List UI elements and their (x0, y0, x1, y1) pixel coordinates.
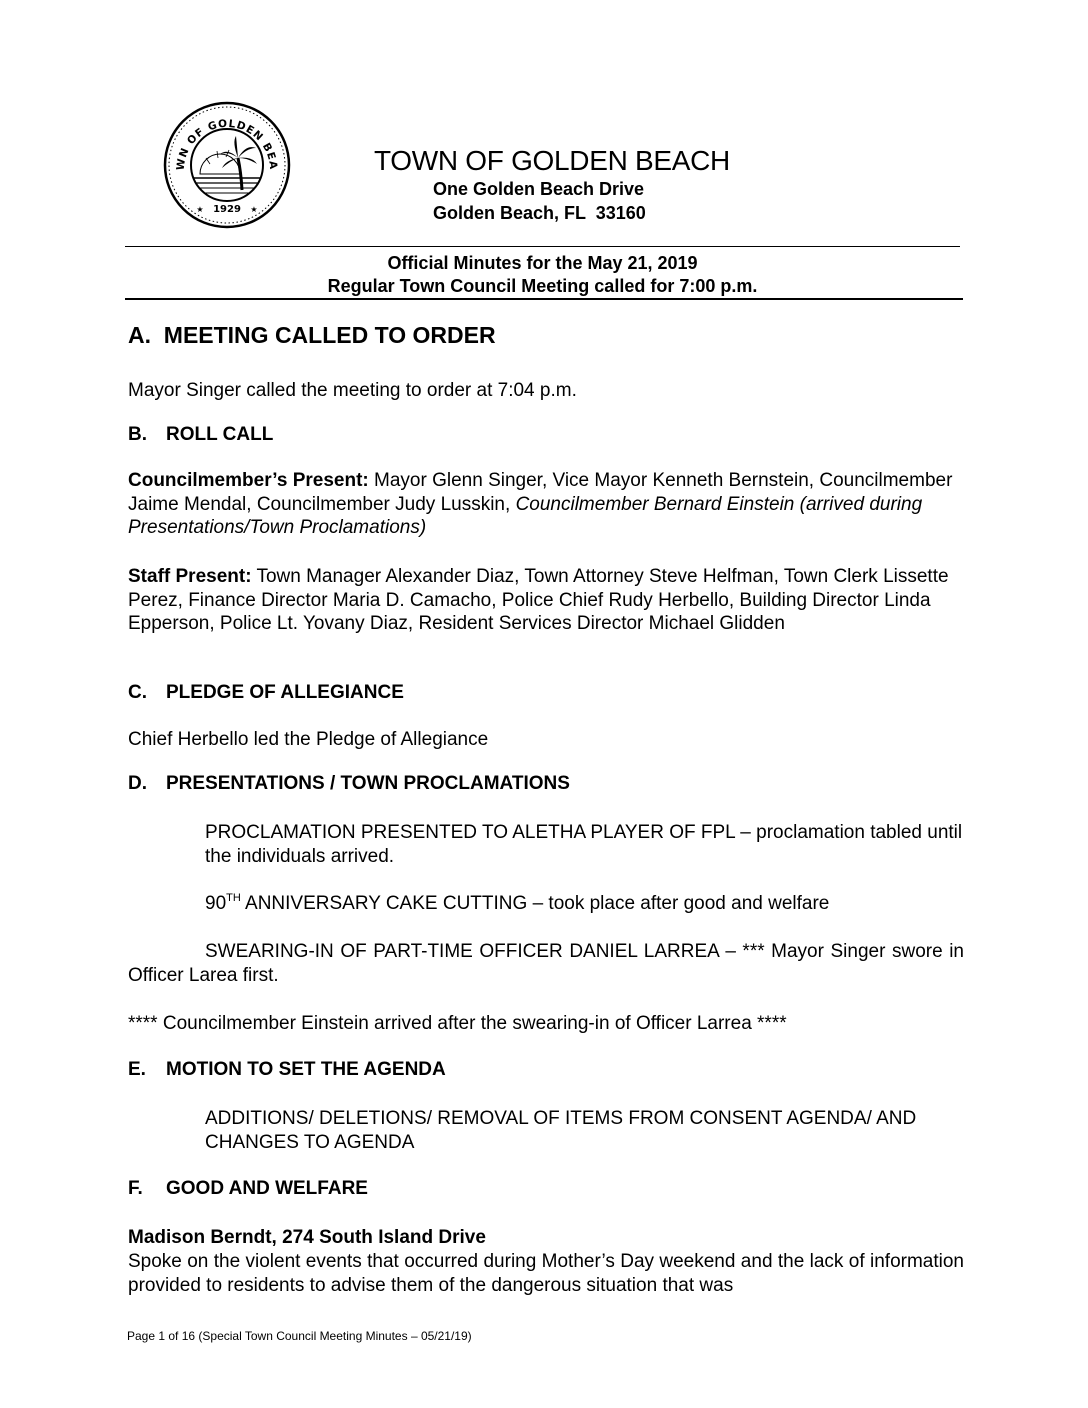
minutes-title: Official Minutes for the May 21, 2019 (387, 253, 698, 273)
proclamation-item: PROCLAMATION PRESENTED TO ALETHA PLAYER OF FPL – proclamation tabled until the individuals arrived. (205, 822, 963, 867)
council-present-note: Councilmember Bernard Einstein (arrived during Presentations/Town Proclamations) (128, 493, 923, 538)
seal-ring-text: WN OF GOLDEN BEA (174, 117, 280, 172)
section-f-heading (128, 1178, 368, 1200)
header-divider (125, 246, 960, 247)
speaker-name: Madison Berndt, 274 South Island Drive (128, 1227, 486, 1248)
section-b-letter: B. (128, 424, 147, 445)
section-c-heading (128, 682, 404, 704)
svg-text:★: ★ (196, 205, 204, 214)
section-b-title: ROLL CALL (166, 424, 274, 445)
einstein-arrival-note: **** Councilmember Einstein arrived after the swearing-in of Officer Larrea **** (128, 1013, 787, 1034)
section-f-letter: F. (128, 1178, 143, 1199)
anniversary-superscript: TH (226, 892, 241, 904)
section-a-heading: A. MEETING CALLED TO ORDER (128, 322, 496, 348)
speaker-comment: Spoke on the violent events that occurred during Mother’s Day weekend and the lack of information provided to residents to advise them of the dangerous situation that was (128, 1251, 964, 1296)
staff-present-label: Staff Present: (128, 566, 252, 587)
seal-year: 1929 (213, 204, 241, 215)
section-b-heading (128, 424, 273, 446)
address-line-1: One Golden Beach Drive (433, 179, 645, 199)
section-e-letter: E. (128, 1059, 146, 1080)
section-a-text: Mayor Singer called the meeting to order at 7:04 p.m. (128, 380, 577, 401)
council-present-text: Mayor Glenn Singer, Vice Mayor Kenneth Bernstein, Councilmember Jaime Mendal, Councilmember Judy Lusskin, (128, 470, 953, 515)
section-c-title: PLEDGE OF ALLEGIANCE (166, 682, 404, 703)
anniversary-text: ANNIVERSARY CAKE CUTTING – took place after good and welfare (240, 893, 830, 914)
anniversary-number: 90 (205, 893, 227, 914)
section-e-text: ADDITIONS/ DELETIONS/ REMOVAL OF ITEMS FROM CONSENT AGENDA/ AND CHANGES TO AGENDA (205, 1108, 917, 1153)
page-footer: Page 1 of 16 (Special Town Council Meeting Minutes – 05/21/19) (127, 1329, 472, 1343)
section-f-title: GOOD AND WELFARE (166, 1178, 368, 1199)
council-present-paragraph (128, 469, 964, 540)
section-e-title: MOTION TO SET THE AGENDA (166, 1059, 446, 1080)
section-d-heading (128, 773, 570, 795)
section-e-heading (128, 1059, 446, 1081)
staff-present-paragraph (128, 565, 964, 636)
address-line-2: Golden Beach, FL 33160 (433, 203, 646, 223)
council-present-label: Councilmember’s Present: (128, 470, 369, 491)
svg-text:TOWN OF GOLDEN BEACH (162, 100, 279, 171)
town-name-heading: TOWN OF GOLDEN BEACH (374, 145, 730, 176)
meeting-title: Regular Town Council Meeting called for 7:00 p.m. (327, 276, 758, 296)
staff-present-text: Town Manager Alexander Diaz, Town Attorney Steve Helfman, Town Clerk Lissette Perez, Finance Director Maria D. Camacho, Police Chief Rudy Herbello, Building Director Linda Epperson, Police Lt. Yovany Diaz, Resident Services Director Michael Glidden (128, 566, 949, 634)
section-d-title: PRESENTATIONS / TOWN PROCLAMATIONS (166, 773, 570, 794)
town-seal-logo (162, 100, 292, 230)
section-c-letter: C. (128, 682, 147, 703)
title-divider (125, 298, 963, 300)
section-c-text: Chief Herbello led the Pledge of Allegiance (128, 729, 489, 750)
swearing-in-item: SWEARING-IN OF PART-TIME OFFICER DANIEL LARREA – *** Mayor Singer swore in Officer Larea first. (128, 941, 964, 986)
anniversary-item (205, 892, 963, 916)
svg-text:★: ★ (250, 205, 258, 214)
section-d-letter: D. (128, 773, 147, 794)
